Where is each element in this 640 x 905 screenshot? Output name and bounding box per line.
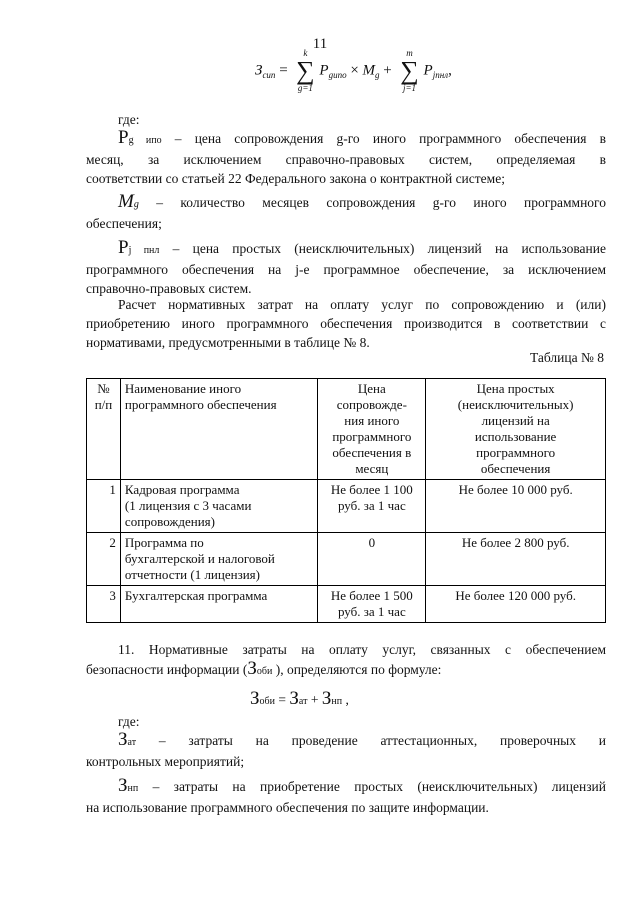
para2-line2-a: безопасности информации ( <box>86 662 248 677</box>
formula2-t1: З <box>289 688 299 709</box>
formula-lhs-sub: сип <box>262 70 276 81</box>
formula-plus: + <box>383 62 392 79</box>
table-caption: Таблица № 8 <box>530 350 604 365</box>
formula-term1: P <box>319 62 329 79</box>
def1-line3: соответствии со статьей 22 Федерального закона о контрактной системе; <box>86 171 505 186</box>
definition-p-jpnl <box>86 238 606 298</box>
table-cell: Не более 10 000 руб. <box>426 480 606 533</box>
para2-line1: 11. Нормативные затраты на оплату услуг, связанных с обеспечением <box>118 642 606 657</box>
formula2-lhs: З <box>250 688 260 709</box>
table-cell: 1 <box>87 480 121 533</box>
table-header-cell: Цена простых (неисключительных) лицензий на использование программного обеспечения <box>426 379 606 480</box>
norms-table <box>86 378 606 623</box>
sum-symbol-1: k ∑ g=1 <box>291 58 319 84</box>
def1-line1: – цена сопровождения g-го иного программного обеспечения в <box>161 131 607 146</box>
def5-subscript: нп <box>127 783 139 794</box>
sum2-lower: j=1 <box>402 83 417 93</box>
formula2-t2-sub: нп <box>331 696 343 707</box>
table-header-cell: Цена сопровожде- ния иного программного обеспечения в месяц <box>318 379 426 480</box>
definition-z-np <box>86 776 606 817</box>
formula-times: × <box>350 62 359 79</box>
para1-line1: Расчет нормативных затрат на оплату услуг по сопровождению и (или) <box>118 297 606 312</box>
def2-symbol: M <box>118 191 134 212</box>
def4-subscript: ат <box>127 737 137 748</box>
formula2-eq: = <box>274 692 290 707</box>
table-header-cell: № п/п <box>87 379 121 480</box>
table-header-cell: Наименование иного программного обеспечения <box>120 379 317 480</box>
table-cell: Кадровая программа (1 лицензия с 3 часами сопровождения) <box>120 480 317 533</box>
def5-symbol: З <box>118 775 128 796</box>
table-cell: Не более 1 100 руб. за 1 час <box>318 480 426 533</box>
formula-tail: , <box>448 62 452 79</box>
definition-z-at <box>86 730 606 771</box>
where-label-2: где: <box>118 714 140 729</box>
def1-subscript: g ипо <box>128 135 162 146</box>
def1-line2: месяц, за исключением справочно-правовых систем, определяемая в <box>86 152 606 167</box>
formula-lhs: З <box>255 62 263 79</box>
para1-line2: приобретению иного программного обеспечения производится в соответствии с <box>86 316 606 331</box>
page-number: 11 <box>312 36 328 52</box>
table-cell: Не более 1 500 руб. за 1 час <box>318 586 426 623</box>
sum1-upper: k <box>303 48 308 58</box>
formula2-tail: , <box>342 692 349 707</box>
para2-line2-b: ), определяются по формуле: <box>272 662 442 677</box>
def3-line1: – цена простых (неисключительных) лицензий на использование <box>159 241 606 256</box>
table-cell: Бухгалтерская программа <box>120 586 317 623</box>
paragraph-11 <box>86 640 606 681</box>
formula2-lhs-sub: оби <box>259 696 275 707</box>
table-cell: 2 <box>87 533 121 586</box>
definition-m-g <box>86 192 606 233</box>
formula-eq: = <box>279 62 288 79</box>
table-row <box>87 480 606 533</box>
def3-line2: программного обеспечения на j-е программное обеспечение, за исключением <box>86 262 606 277</box>
def3-symbol: P <box>118 237 129 258</box>
formula-term2: M <box>362 62 376 79</box>
def4-line2: контрольных мероприятий; <box>86 754 245 769</box>
where-label-1: где: <box>118 112 140 127</box>
def5-line1: – затраты на приобретение простых (неисключительных) лицензий <box>138 779 606 794</box>
formula-term3: P <box>423 62 433 79</box>
def3-subscript: j пнл <box>128 245 160 256</box>
formula-obi <box>250 688 349 710</box>
table-cell: 0 <box>318 533 426 586</box>
def5-line2: на использование программного обеспечения по защите информации. <box>86 800 489 815</box>
formula-sip <box>255 48 452 106</box>
sum-symbol-2: m ∑ j=1 <box>396 58 424 84</box>
table-cell: 3 <box>87 586 121 623</box>
paragraph-calculation <box>86 295 606 352</box>
para2-subscript: оби <box>256 666 273 677</box>
sum1-lower: g=1 <box>297 83 313 93</box>
table-row <box>87 533 606 586</box>
formula-term3-sub: jпнл <box>432 70 449 81</box>
table-header-row <box>87 379 606 480</box>
para1-line3: нормативами, предусмотренными в таблице № 8. <box>86 335 370 350</box>
def2-line1: – количество месяцев сопровождения g-го иного программного <box>138 195 606 210</box>
def4-symbol: З <box>118 729 128 750</box>
para2-symbol: З <box>247 658 257 679</box>
table-row <box>87 586 606 623</box>
table-cell: Не более 120 000 руб. <box>426 586 606 623</box>
formula2-t2: З <box>321 688 332 709</box>
formula-term1-sub: gипо <box>328 70 347 81</box>
def4-line1: – затраты на проведение аттестационных, проверочных и <box>136 733 606 748</box>
sum2-upper: m <box>406 48 413 58</box>
def2-line2: обеспечения; <box>86 216 162 231</box>
definition-p-gipo <box>86 128 606 188</box>
table-cell: Программа по бухгалтерской и налоговой отчетности (1 лицензия) <box>120 533 317 586</box>
formula2-t1-sub: ат <box>298 696 308 707</box>
table-cell: Не более 2 800 руб. <box>426 533 606 586</box>
def3-line3: справочно-правовых систем. <box>86 281 252 296</box>
formula-term2-sub: g <box>375 70 380 81</box>
def2-subscript: g <box>133 199 139 210</box>
def1-symbol: P <box>118 127 129 148</box>
formula2-plus: + <box>307 692 322 707</box>
